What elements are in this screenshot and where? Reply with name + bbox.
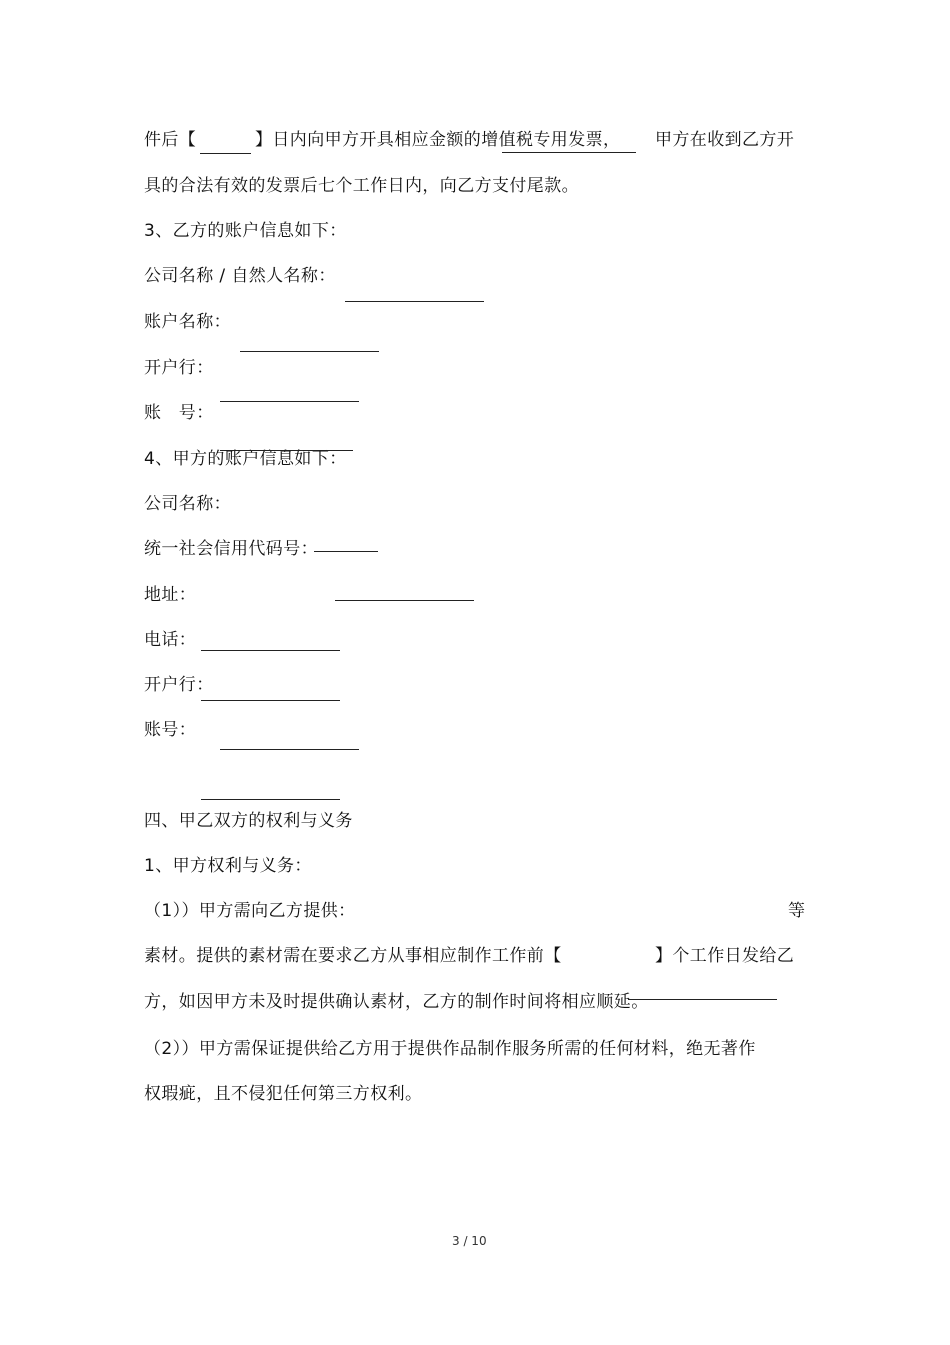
blank-phone[interactable] [201, 650, 340, 651]
label-company-name-a: 公司名称： [144, 494, 231, 514]
clause-1-1-end: 等 [788, 901, 806, 921]
clause-1-2-line-2: 权瑕疵，且不侵犯任何第三方权利。 [144, 1084, 423, 1104]
blank-account-number-a[interactable] [220, 749, 359, 750]
line-1-middle: 】日内向甲方开具相应金额的增值税专用发票， [255, 130, 621, 150]
clause-1-1-line-2-start: 素材。提供的素材需在要求乙方从事相应制作工作前【 [144, 946, 562, 966]
line-1-end: 甲方在收到乙方开 [655, 130, 795, 150]
blank-account-number-b[interactable] [220, 450, 353, 451]
invoice-underline [502, 152, 636, 153]
label-company-or-person-name: 公司名称 / 自然人名称： [144, 266, 336, 286]
section-3-heading: 3、乙方的账户信息如下： [144, 221, 347, 241]
page-number: 3 / 10 [452, 1234, 487, 1248]
label-account-name: 账户名称： [144, 312, 231, 332]
blank-credit-code[interactable] [314, 551, 378, 552]
label-credit-code: 统一社会信用代码号： [144, 539, 318, 559]
blank-company-or-person-name[interactable] [345, 301, 484, 302]
blank-extra[interactable] [201, 799, 340, 800]
clause-1-1-line-3: 方，如因甲方未及时提供确认素材，乙方的制作时间将相应顺延。 [144, 992, 649, 1012]
clause-1-1-line-2-end: 】个工作日发给乙 [655, 946, 795, 966]
clause-1-1-start: （1））甲方需向乙方提供： [144, 901, 356, 921]
blank-address[interactable] [335, 600, 474, 601]
blank-days-underline[interactable] [200, 153, 251, 154]
label-bank-b: 开户行： [144, 358, 214, 378]
section-4-heading: 4、甲方的账户信息如下： [144, 449, 347, 469]
blank-materials-underline[interactable] [628, 999, 777, 1000]
blank-bank-b[interactable] [220, 401, 359, 402]
clause-1-2: （2））甲方需保证提供给乙方用于提供作品制作服务所需的任何材料，绝无著作 [144, 1039, 756, 1059]
line-2: 具的合法有效的发票后七个工作日内，向乙方支付尾款。 [144, 176, 579, 196]
clause-1-heading: 1、甲方权利与义务： [144, 856, 312, 876]
line-1-start: 件后【 [144, 130, 197, 150]
label-account-number-a: 账号： [144, 720, 197, 740]
label-address: 地址： [144, 585, 197, 605]
chapter-4-heading: 四、甲乙双方的权利与义务 [144, 811, 353, 831]
label-bank-a: 开户行： [144, 675, 214, 695]
blank-bank-a[interactable] [201, 700, 340, 701]
label-phone: 电话： [144, 630, 197, 650]
label-account-number-b: 账 号： [144, 403, 214, 423]
blank-account-name[interactable] [240, 351, 379, 352]
